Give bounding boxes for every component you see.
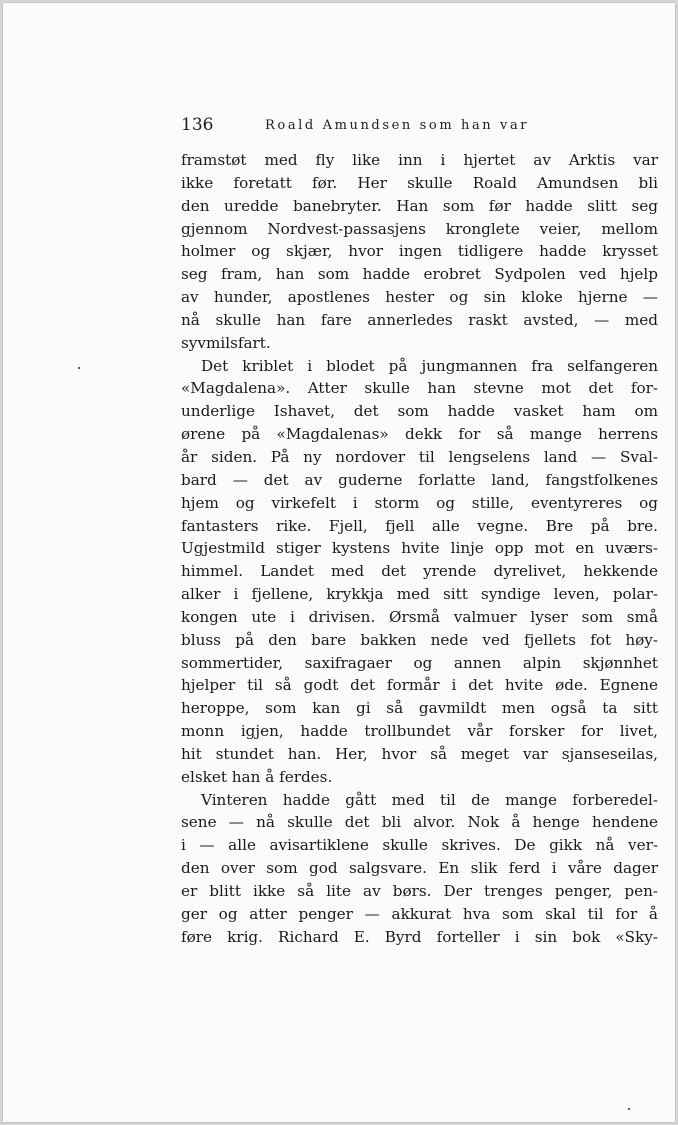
text-line: heroppe, som kan gi så gavmildt men også ta sitt — [181, 699, 658, 718]
text-line: elsket han å ferdes. — [181, 767, 333, 786]
text-line: ikke foretatt før. Her skulle Roald Amundsen bli — [181, 173, 658, 192]
text-line: Ugjestmild stiger kystens hvite linje opp mot en uværs- — [181, 539, 658, 558]
text-line: himmel. Landet med det yrende dyrelivet, hekkende — [181, 562, 658, 581]
text-line: er blitt ikke så lite av børs. Der trenges penger, pen- — [181, 882, 658, 900]
text-line: ørene på «Magdalenas» dekk for så mange herrens — [181, 425, 658, 444]
body-text — [181, 149, 658, 949]
text-line: sommertider, saxifragaer og annen alpin skjønnhet — [181, 653, 658, 672]
text-line: fantasters rike. Fjell, fjell alle vegne. Bre på bre. — [181, 516, 658, 535]
text-line: hjelper til så godt det formår i det hvite øde. Egnene — [181, 676, 658, 695]
text-line: gjennom Nordvest-passasjens kronglete veier, mellom — [181, 219, 658, 238]
text-line: alker i fjellene, krykkja med sitt syndige leven, polar- — [181, 585, 658, 604]
text-line: bard — det av guderne forlatte land, fangstfolkenes — [181, 470, 658, 489]
text-line: hjem og virkefelt i storm og stille, eventyreres og — [181, 493, 658, 512]
text-line: syvmilsfart. — [181, 333, 271, 352]
text-line: den over som god salgsvare. En slik ferd i våre dager — [181, 859, 658, 878]
text-line: hit stundet han. Her, hvor så meget var sjanseseilas, — [181, 744, 658, 763]
text-line: år siden. På ny nordover til lengselens land — Sval- — [181, 447, 658, 466]
paper-speck — [628, 1108, 630, 1110]
running-title: Roald Amundsen som han var — [265, 118, 530, 133]
text-line: Vinteren hadde gått med til de mange forberedel- — [201, 790, 658, 809]
text-line: den uredde banebryter. Han som før hadde slitt seg — [181, 196, 658, 215]
paper-speck — [78, 367, 80, 369]
page-number: 136 — [181, 115, 214, 135]
text-line: nå skulle han fare annerledes raskt avsted, — med — [181, 310, 658, 329]
text-line: føre krig. Richard E. Byrd forteller i sin bok «Sky- — [181, 927, 658, 946]
text-line: i — alle avisartiklene skulle skrives. De gikk nå ver- — [181, 836, 658, 855]
text-line: holmer og skjær, hvor ingen tidligere hadde krysset — [181, 242, 658, 261]
page-header — [178, 114, 658, 138]
text-line: seg fram, han som hadde erobret Sydpolen ved hjelp — [181, 265, 658, 284]
text-line: framstøt med fly like inn i hjertet av Arktis var — [181, 151, 658, 169]
text-line: sene — nå skulle det bli alvor. Nok å henge hendene — [181, 813, 658, 832]
text-line: monn igjen, hadde trollbundet vår forsker for livet, — [181, 722, 658, 741]
book-page — [3, 3, 675, 1122]
text-line: «Magdalena». Atter skulle han stevne mot det for- — [181, 379, 658, 398]
text-line: ger og atter penger — akkurat hva som skal til for å — [181, 904, 658, 923]
text-line: underlige Ishavet, det som hadde vasket ham om — [181, 402, 658, 421]
text-line: kongen ute i drivisen. Ørsmå valmuer lyser som små — [181, 607, 658, 626]
text-line: bluss på den bare bakken nede ved fjellets fot høy- — [181, 630, 658, 649]
text-line: Det kriblet i blodet på jungmannen fra selfangeren — [201, 356, 658, 375]
text-line: av hunder, apostlenes hester og sin kloke hjerne — — [181, 288, 658, 307]
